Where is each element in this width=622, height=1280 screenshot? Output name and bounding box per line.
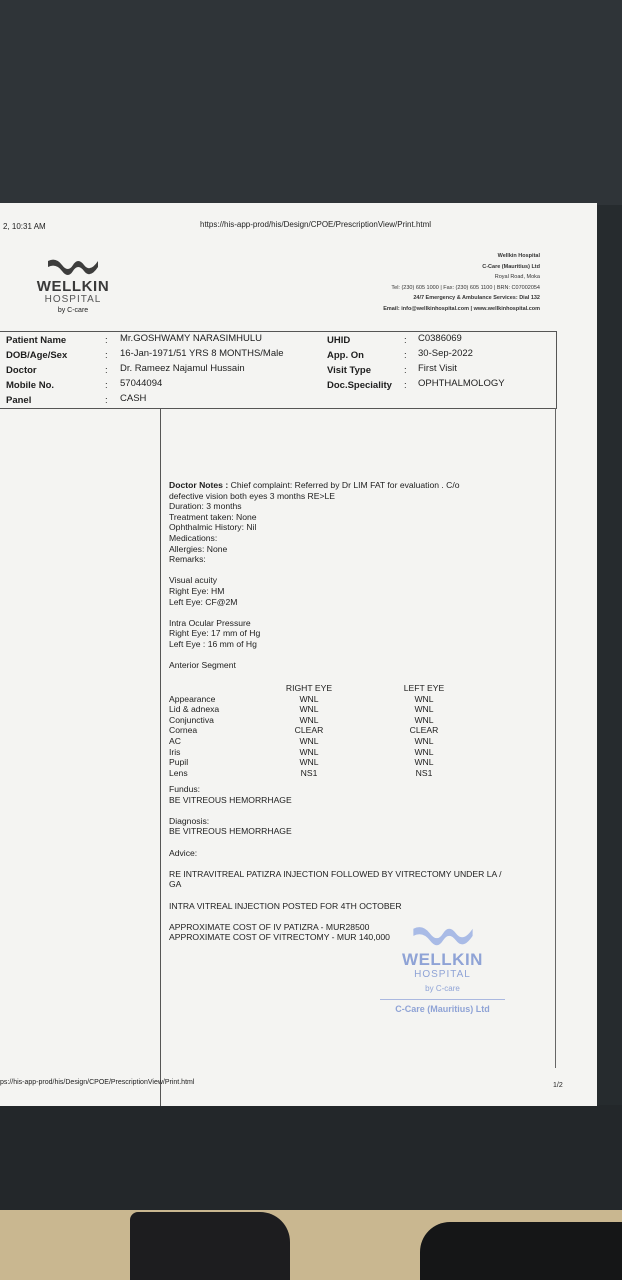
app-on-value: 30-Sep-2022 <box>418 348 473 359</box>
table-cell-left: WNL <box>414 757 434 768</box>
patient-name: Mr.GOSHWAMY NARASIMHULU <box>120 333 262 344</box>
iop-left: Left Eye : 16 mm of Hg <box>169 638 257 649</box>
remarks: Remarks: <box>169 554 206 565</box>
table-row-label: Appearance <box>169 693 216 704</box>
table-cell-left: CLEAR <box>409 725 439 736</box>
iop-title: Intra Ocular Pressure <box>169 617 251 628</box>
medications: Medications: <box>169 532 218 543</box>
table-cell-right: WNL <box>299 736 319 746</box>
visual-acuity-title: Visual acuity <box>169 575 218 586</box>
doctor-value: Dr. Rameez Najamul Hussain <box>120 363 245 374</box>
advice-line-2: GA <box>169 879 182 890</box>
table-cell-left: WNL <box>414 704 434 715</box>
colon: : <box>404 365 407 376</box>
allergies: Allergies: None <box>169 543 228 554</box>
table-row-label: Pupil <box>169 757 189 768</box>
visit-type-value: First Visit <box>418 363 457 374</box>
table-row-label: Cornea <box>169 725 198 736</box>
advice-line-3: INTRA VITREAL INJECTION POSTED FOR 4TH OCTOBER <box>169 900 402 911</box>
table-cell-right: WNL <box>299 714 319 725</box>
diagnosis-label: Diagnosis: <box>169 815 210 826</box>
cost-line-2: APPROXIMATE COST OF VITRECTOMY - MUR 140,000 <box>169 932 390 943</box>
table-cell-right: NS1 <box>300 767 318 778</box>
colon: : <box>105 335 108 346</box>
patient-info-box <box>0 331 557 409</box>
contact-line-6: Email: info@wellkinhospital.com | www.wellkinhospital.com <box>383 305 540 312</box>
table-cell-left: NS1 <box>415 767 433 778</box>
uhid-value: C0386069 <box>418 333 462 344</box>
shoe-right <box>420 1222 622 1280</box>
colon: : <box>105 350 108 361</box>
table-cell-right: CLEAR <box>294 725 324 736</box>
iop-right: Right Eye: 17 mm of Hg <box>169 628 261 639</box>
print-url: https://his-app-prod/his/Design/CPOE/PrescriptionView/Print.html <box>200 220 432 229</box>
table-row-label: Conjunctiva <box>169 714 214 725</box>
colon: : <box>404 380 407 391</box>
visual-acuity-right: Right Eye: HM <box>169 585 225 596</box>
table-cell-left: WNL <box>414 746 434 757</box>
table-cell-left: WNL <box>414 693 434 704</box>
doctor-notes <box>169 480 549 671</box>
uhid-label: UHID <box>327 335 351 346</box>
contact-line-3: Royal Road, Moka <box>494 274 540 280</box>
shoe <box>130 1212 290 1280</box>
advice-label: Advice: <box>169 847 198 858</box>
table-row-label: Lid & adnexa <box>169 704 220 715</box>
mobile-label: Mobile No. <box>6 380 55 391</box>
table-row-label: Lens <box>169 767 188 778</box>
colon: : <box>404 350 407 361</box>
mobile-value: 57044094 <box>120 378 163 389</box>
contact-line-1: Wellkin Hospital <box>497 253 540 259</box>
panel-label: Panel <box>6 395 32 406</box>
right-border <box>555 408 556 1068</box>
cost-line-1: APPROXIMATE COST OF IV PATIZRA - MUR28500 <box>169 921 370 932</box>
page-number: 1/2 <box>553 1082 563 1089</box>
left-eye-header: LEFT EYE <box>403 683 445 693</box>
table-cell-right: WNL <box>299 757 319 768</box>
table-cell-right: WNL <box>299 704 319 715</box>
print-datetime: 2, 10:31 AM <box>3 222 46 231</box>
ophthalmic-history: Ophthalmic History: Nil <box>169 522 257 533</box>
contact-line-2: C-Care (Mauritius) Ltd <box>482 263 540 270</box>
diagnosis-section <box>169 784 549 943</box>
visit-type-label: Visit Type <box>327 365 371 376</box>
table-cell-left: WNL <box>414 736 434 746</box>
app-on-label: App. On <box>327 350 364 361</box>
dob-label: DOB/Age/Sex <box>6 350 68 361</box>
treatment: Treatment taken: None <box>169 511 257 522</box>
speciality-value: OPHTHALMOLOGY <box>418 378 505 389</box>
logo-mark-icon <box>46 257 100 279</box>
table-row-label: AC <box>169 736 181 746</box>
hospital-stamp <box>380 923 505 1014</box>
prescription-page <box>0 203 597 1106</box>
right-eye-header: RIGHT EYE <box>285 683 333 693</box>
colon: : <box>404 335 407 346</box>
contact-line-4: Tel: (230) 605 1000 | Fax: (230) 605 1100 | BRN: C07002054 <box>391 284 540 291</box>
stamp-company: C-Care (Mauritius) Ltd <box>380 999 505 1014</box>
colon: : <box>105 380 108 391</box>
logo-by: by C-care <box>57 307 89 314</box>
stamp-logo-icon <box>411 923 475 951</box>
logo-sub: HOSPITAL <box>44 294 102 305</box>
speciality-label: Doc.Speciality <box>327 380 392 391</box>
stamp-sub: HOSPITAL <box>414 969 471 980</box>
patient-name-label: Patient Name <box>6 335 67 346</box>
fundus-value: BE VITREOUS HEMORRHAGE <box>169 794 292 805</box>
contact-line-5: 24/7 Emergency & Ambulance Services: Dial 132 <box>413 295 540 301</box>
background-surface <box>0 0 622 205</box>
column-divider <box>160 408 161 1106</box>
chief-complaint-cont: defective vision both eyes 3 months RE>LE <box>169 490 336 501</box>
footer-url: ps://his-app-prod/his/Design/CPOE/PrescriptionView/Print.html <box>0 1079 195 1086</box>
panel-value: CASH <box>120 393 147 404</box>
diagnosis-value: BE VITREOUS HEMORRHAGE <box>169 826 292 837</box>
hospital-contact <box>383 251 540 314</box>
table-row-label: Iris <box>169 746 181 757</box>
anterior-segment-title: Anterior Segment <box>169 660 236 671</box>
colon: : <box>105 395 108 406</box>
logo-name: WELLKIN <box>36 278 110 295</box>
visual-acuity-left: Left Eye: CF@2M <box>169 596 238 607</box>
advice-line-1: RE INTRAVITREAL PATIZRA INJECTION FOLLOWED BY VITRECTOMY UNDER LA / <box>169 868 502 879</box>
doctor-label: Doctor <box>6 365 37 376</box>
stamp-by: by C-care <box>425 984 460 993</box>
background-surface-lower <box>0 1105 622 1215</box>
duration: Duration: 3 months <box>169 501 242 512</box>
dob-value: 16-Jan-1971/51 YRS 8 MONTHS/Male <box>120 348 284 359</box>
colon: : <box>105 365 108 376</box>
stamp-name: WELLKIN <box>402 950 483 969</box>
table-cell-right: WNL <box>299 746 319 757</box>
table-cell-left: WNL <box>414 714 434 725</box>
chief-complaint: Chief complaint: Referred by Dr LIM FAT for evaluation . C/o <box>228 480 460 490</box>
notes-title: Doctor Notes : <box>169 480 229 490</box>
hospital-logo <box>28 257 118 314</box>
fundus-label: Fundus: <box>169 784 201 794</box>
table-cell-right: WNL <box>299 693 319 704</box>
